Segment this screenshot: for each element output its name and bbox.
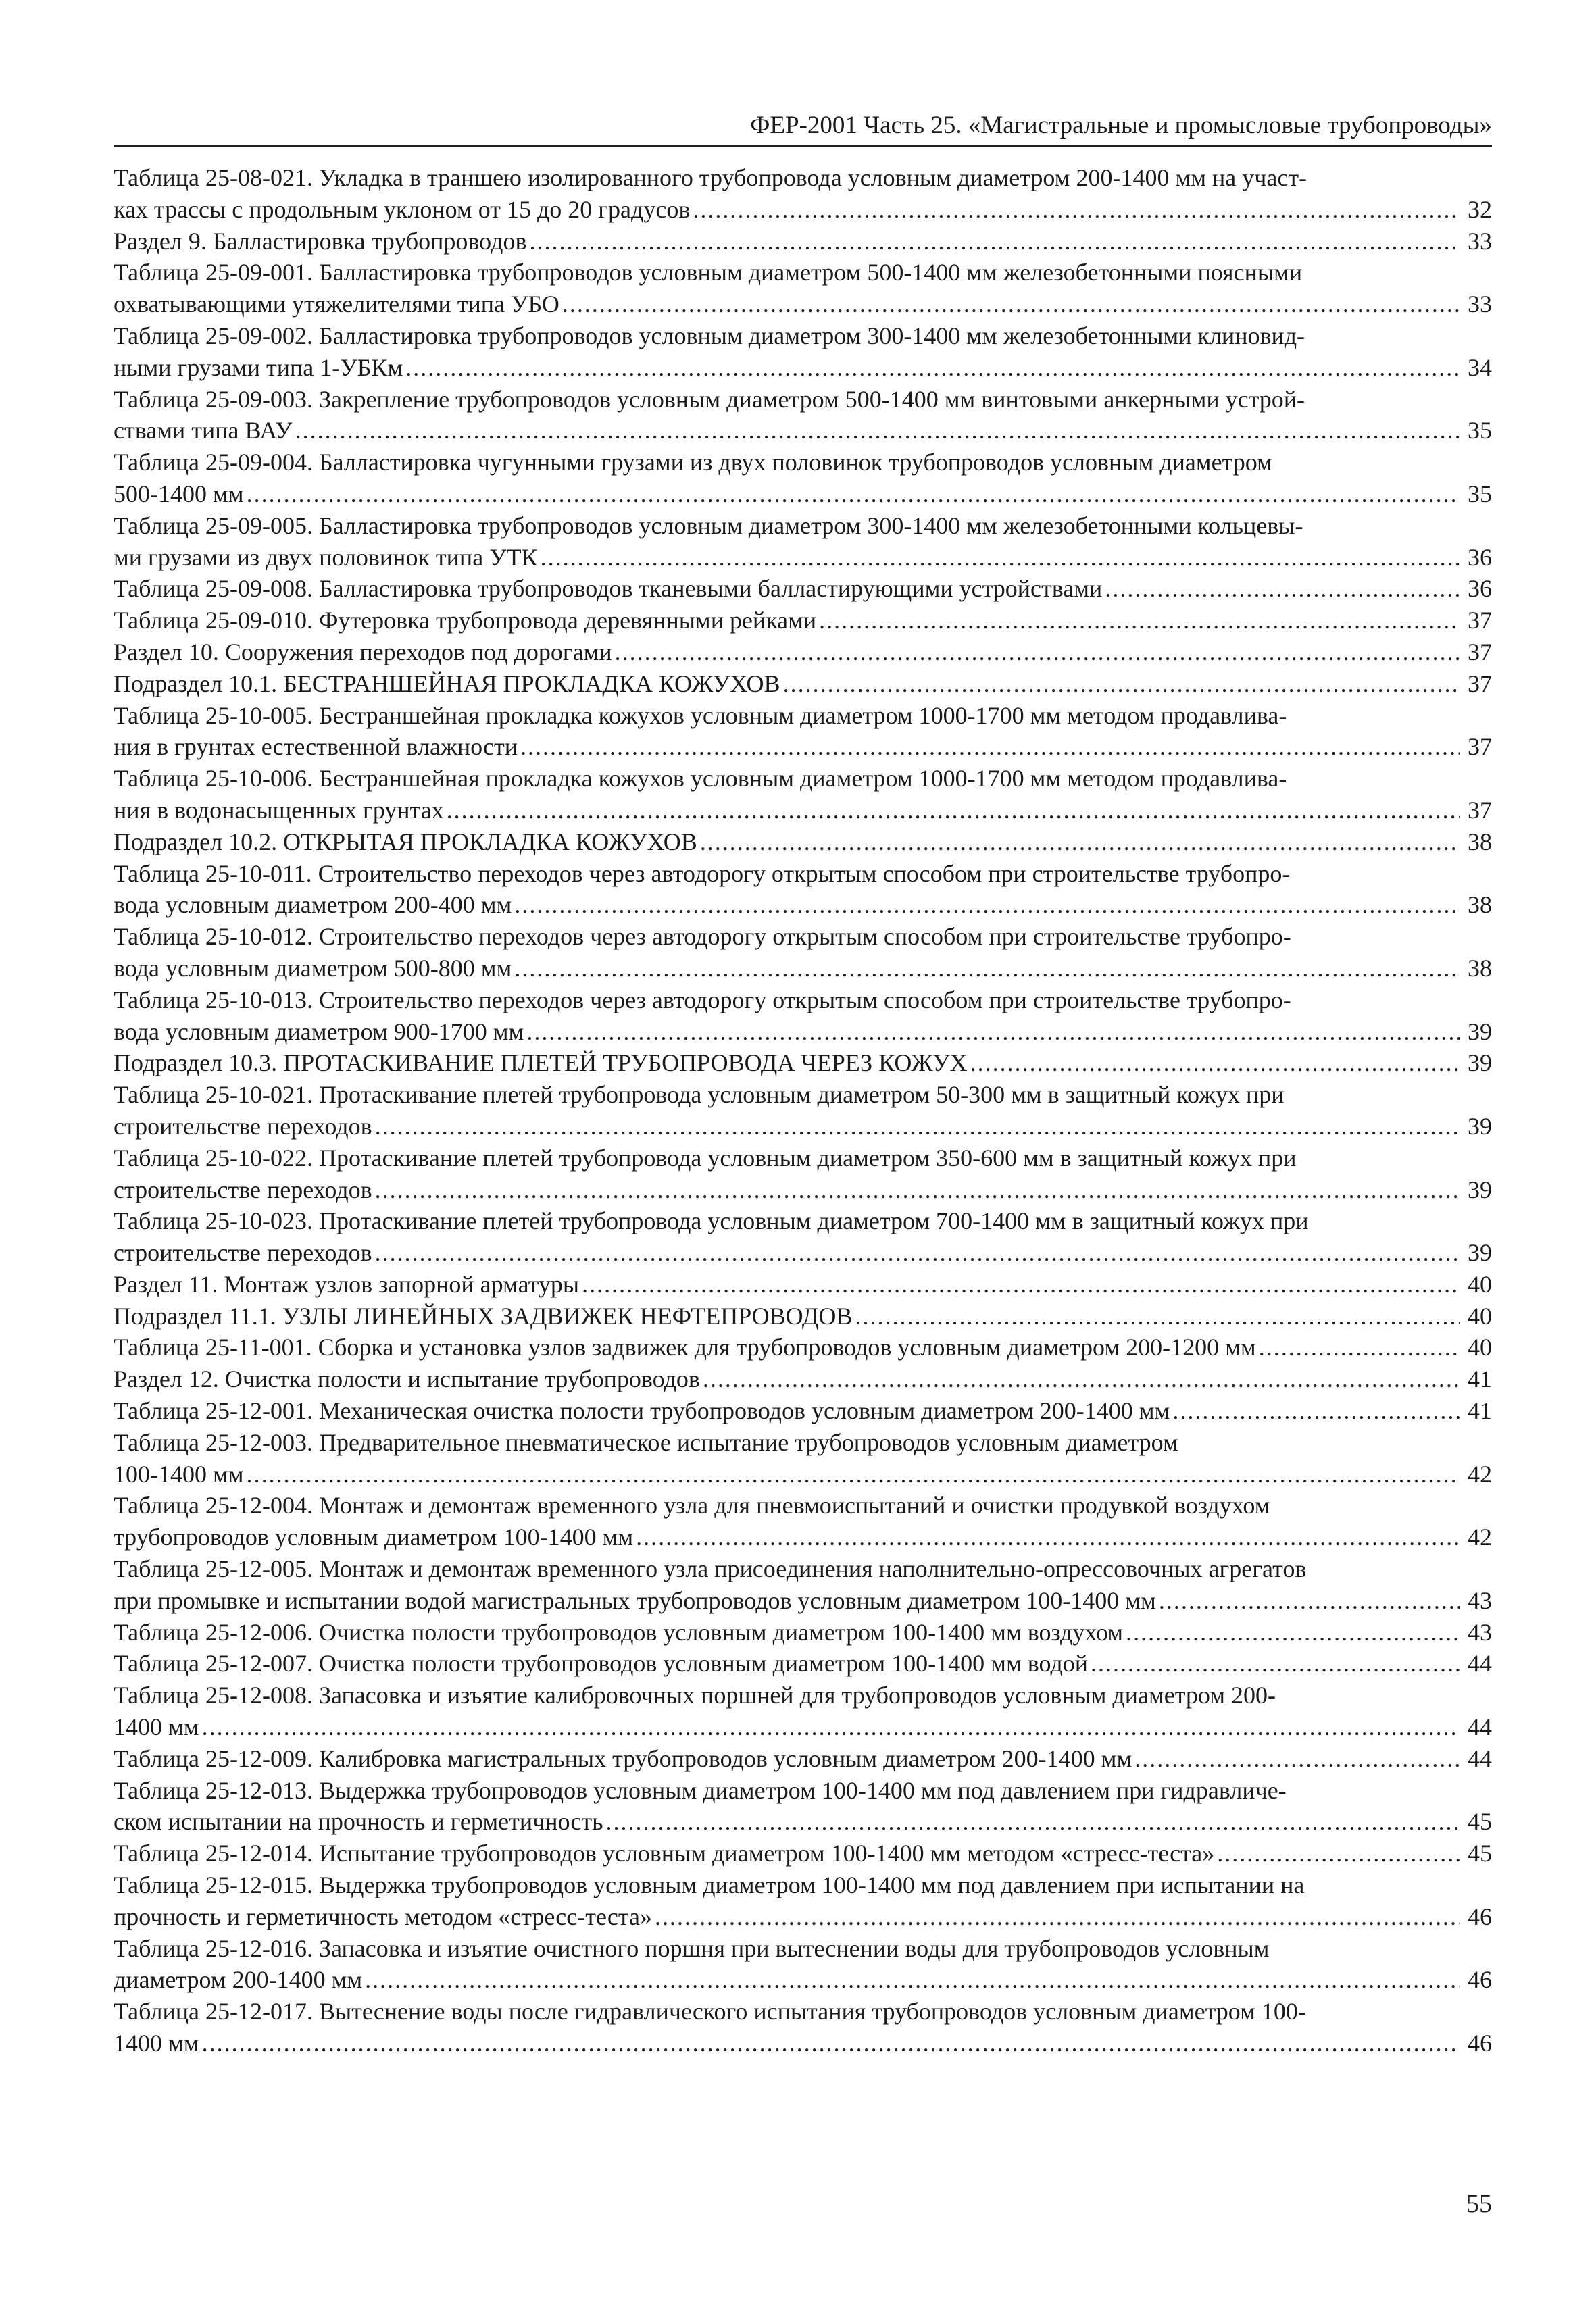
toc-entry (114, 1142, 1492, 1206)
toc-entry-last-line (114, 1648, 1492, 1680)
toc-entry-text: вода условным диаметром 500-800 мм (114, 954, 512, 982)
toc-entry-page: 39 (1468, 1017, 1492, 1045)
toc-entry (114, 700, 1492, 763)
toc-entry-line (114, 1205, 1492, 1237)
document-title: ФЕР-2001 Часть 25. «Магистральные и промысловые трубопроводы» (750, 111, 1492, 139)
toc-entry-line (114, 984, 1492, 1016)
toc-entry-last-line (114, 226, 1492, 257)
toc-entry-text: строительстве переходов (114, 1239, 372, 1267)
dot-leader (447, 795, 1460, 826)
toc-entry-text: Таблица 25-08-021. Укладка в траншею изолированного трубопровода условным диаметром 200-1400 мм на участ- (114, 164, 1307, 191)
dot-leader (365, 1964, 1460, 1996)
dot-leader (202, 2028, 1460, 2059)
toc-entry-line (114, 447, 1492, 478)
toc-entry (114, 1427, 1492, 1490)
toc-entry-last-line (114, 1174, 1492, 1206)
toc-entry-text: Раздел 10. Сооружения переходов под дорогами (114, 638, 612, 665)
toc-entry (114, 1269, 1492, 1301)
toc-entry-last-line (114, 1743, 1492, 1775)
toc-entry (114, 826, 1492, 858)
toc-entry-text: Раздел 11. Монтаж узлов запорной арматуры (114, 1270, 580, 1298)
toc-entry-text: 1400 мм (114, 2030, 199, 2057)
toc-entry-last-line (114, 1332, 1492, 1363)
dot-leader (405, 352, 1460, 384)
dot-leader (247, 1459, 1460, 1490)
dot-leader (375, 1174, 1460, 1206)
toc-entry (114, 1205, 1492, 1269)
toc-entry-text: Подраздел 10.2. ОТКРЫТАЯ ПРОКЛАДКА КОЖУХОВ (114, 828, 697, 855)
toc-entry-page: 45 (1468, 1840, 1492, 1867)
toc-entry-text: Таблица 25-12-013. Выдержка трубопроводов условным диаметром 100-1400 мм под давлением при гидравличе- (114, 1776, 1287, 1804)
toc-entry-last-line (114, 1047, 1492, 1079)
toc-entry-text: Таблица 25-10-006. Бестраншейная прокладка кожухов условным диаметром 1000-1700 мм методом продавлива- (114, 765, 1287, 793)
toc-entry-line (114, 1680, 1492, 1711)
toc-entry-last-line (114, 2028, 1492, 2059)
toc-entry-last-line (114, 1521, 1492, 1553)
toc-entry-page: 40 (1468, 1334, 1492, 1361)
toc-entry (114, 257, 1492, 320)
dot-leader (375, 1111, 1460, 1142)
toc-entry-text: Таблица 25-09-002. Балластировка трубопроводов условным диаметром 300-1400 мм железобетонными клиновид- (114, 322, 1305, 349)
toc-entry-page: 38 (1468, 954, 1492, 982)
toc-entry-text: 100-1400 мм (114, 1460, 244, 1488)
toc-entry-line (114, 1490, 1492, 1521)
toc-entry-last-line (114, 288, 1492, 320)
toc-entry (114, 1395, 1492, 1427)
toc-entry-text: Подраздел 10.3. ПРОТАСКИВАНИЕ ПЛЕТЕЙ ТРУБОПРОВОДА ЧЕРЕЗ КОЖУХ (114, 1049, 968, 1077)
toc-entry-last-line (114, 1237, 1492, 1269)
dot-leader (855, 1301, 1460, 1332)
dot-leader (202, 1711, 1460, 1743)
toc-entry-text: Таблица 25-10-022. Протаскивание плетей трубопровода условным диаметром 350-600 мм в защитный кожух при (114, 1144, 1297, 1172)
toc-entry-page: 40 (1468, 1270, 1492, 1298)
dot-leader (1091, 1648, 1460, 1680)
toc-entry (114, 510, 1492, 574)
toc-entry-text: Таблица 25-12-014. Испытание трубопроводов условным диаметром 100-1400 мм методом «стресс-теста» (114, 1840, 1215, 1867)
toc-entry-line (114, 257, 1492, 288)
toc-entry-line (114, 1775, 1492, 1807)
toc-entry (114, 636, 1492, 668)
toc-entry-last-line (114, 1363, 1492, 1395)
toc-entry-page: 44 (1468, 1744, 1492, 1772)
dot-leader (526, 1016, 1460, 1048)
toc-entry-text: строительстве переходов (114, 1176, 372, 1203)
toc-entry-page: 35 (1468, 417, 1492, 445)
toc-entry (114, 1301, 1492, 1332)
toc-entry-text: строительстве переходов (114, 1112, 372, 1140)
toc-entry-page: 37 (1468, 670, 1492, 697)
toc-entry-line (114, 320, 1492, 352)
toc-entry (114, 1775, 1492, 1838)
toc-entry (114, 668, 1492, 700)
toc-entry-line (114, 1869, 1492, 1901)
toc-entry-page: 33 (1468, 291, 1492, 318)
dot-leader (375, 1237, 1460, 1269)
toc-entry-text: 500-1400 мм (114, 480, 244, 507)
toc-entry-page: 37 (1468, 638, 1492, 665)
toc-entry-line (114, 1427, 1492, 1459)
toc-entry-last-line (114, 1617, 1492, 1649)
toc-entry-last-line (114, 1301, 1492, 1332)
toc-entry-text: Таблица 25-09-001. Балластировка трубопроводов условным диаметром 500-1400 мм железобетонными поясными (114, 259, 1303, 286)
dot-leader (693, 194, 1460, 226)
toc-entry-page: 39 (1468, 1112, 1492, 1140)
toc-entry-last-line (114, 1269, 1492, 1301)
dot-leader (541, 542, 1460, 574)
toc-entry-text: Таблица 25-12-017. Вытеснение воды после гидравлического испытания трубопроводов условным диаметром 100- (114, 1998, 1306, 2026)
toc-entry-last-line (114, 1585, 1492, 1617)
toc-entry-line (114, 1079, 1492, 1111)
toc-entry-page: 42 (1468, 1524, 1492, 1551)
dot-leader (1134, 1743, 1460, 1775)
toc-entry-last-line (114, 1016, 1492, 1048)
toc-entry-page: 37 (1468, 733, 1492, 761)
toc-entry-text: Таблица 25-12-004. Монтаж и демонтаж временного узла для пневмоиспытаний и очистки продувкой воздухом (114, 1492, 1270, 1519)
toc-entry (114, 1490, 1492, 1553)
toc-entry-last-line (114, 573, 1492, 605)
toc-entry-last-line (114, 415, 1492, 447)
toc-entry-last-line (114, 605, 1492, 636)
toc-entry-page: 44 (1468, 1713, 1492, 1741)
toc-entry-page: 44 (1468, 1650, 1492, 1678)
toc-entry-text: Таблица 25-12-009. Калибровка магистральных трубопроводов условным диаметром 200-1400 мм (114, 1744, 1132, 1772)
toc-entry (114, 447, 1492, 510)
toc-entry-page: 37 (1468, 607, 1492, 634)
toc-entry-page: 43 (1468, 1618, 1492, 1646)
toc-entry-text: ными грузами типа 1-УБКм (114, 353, 403, 381)
toc-entry-text: Таблица 25-09-010. Футеровка трубопровода деревянными рейками (114, 607, 817, 634)
dot-leader (514, 889, 1460, 921)
toc-entry-text: Таблица 25-12-003. Предварительное пневматическое испытание трубопроводов условным диаметром (114, 1428, 1178, 1456)
toc-entry-text: вода условным диаметром 200-400 мм (114, 891, 512, 919)
toc-entry-last-line (114, 1964, 1492, 1996)
dot-leader (703, 1363, 1460, 1395)
dot-leader (819, 605, 1460, 636)
dot-leader (615, 636, 1460, 668)
toc-entry-text: Таблица 25-09-003. Закрепление трубопроводов условным диаметром 500-1400 мм винтовыми анкерными устрой- (114, 385, 1305, 413)
dot-leader (655, 1901, 1460, 1933)
toc-entry (114, 1047, 1492, 1079)
toc-entry-text: Таблица 25-10-012. Строительство переходов через автодорогу открытым способом при строительстве трубопро- (114, 923, 1291, 951)
toc-entry-page: 41 (1468, 1397, 1492, 1425)
dot-leader (1259, 1332, 1460, 1363)
toc-entry-text: Подраздел 10.1. БЕСТРАНШЕЙНАЯ ПРОКЛАДКА КОЖУХОВ (114, 670, 780, 697)
toc-entry-last-line (114, 1395, 1492, 1427)
toc-entry-text: при промывке и испытании водой магистральных трубопроводов условным диаметром 100-1400 мм (114, 1586, 1156, 1614)
toc-entry-last-line (114, 1901, 1492, 1933)
page-number: 55 (1466, 2190, 1492, 2218)
toc-entry (114, 1332, 1492, 1363)
dot-leader (783, 668, 1460, 700)
toc-entry-page: 39 (1468, 1239, 1492, 1267)
toc-entry-text: 1400 мм (114, 1713, 199, 1741)
toc-entry (114, 1553, 1492, 1617)
toc-entry (114, 573, 1492, 605)
dot-leader (606, 1806, 1460, 1838)
toc-entry-text: Таблица 25-10-021. Протаскивание плетей трубопровода условным диаметром 50-300 мм в защитный кожух при (114, 1081, 1285, 1109)
dot-leader (700, 826, 1460, 858)
toc-entry-text: трубопроводов условным диаметром 100-1400 мм (114, 1524, 634, 1551)
toc-entry-text: ском испытании на прочность и герметичность (114, 1808, 603, 1836)
toc-entry-text: Таблица 25-09-004. Балластировка чугунными грузами из двух половинок трубопроводов условным диаметром (114, 449, 1272, 476)
toc-entry (114, 1933, 1492, 1996)
toc-entry-line (114, 763, 1492, 795)
toc-entry-last-line (114, 668, 1492, 700)
toc-entry-page: 45 (1468, 1808, 1492, 1836)
toc-entry (114, 1680, 1492, 1743)
toc-entry-line (114, 921, 1492, 953)
dot-leader (636, 1521, 1460, 1553)
toc-entry-text: Таблица 25-12-015. Выдержка трубопроводов условным диаметром 100-1400 мм под давлением при испытании на (114, 1871, 1305, 1899)
toc-entry (114, 921, 1492, 984)
toc-entry-last-line (114, 1111, 1492, 1142)
dot-leader (1217, 1838, 1460, 1869)
toc-entry-page: 40 (1468, 1302, 1492, 1330)
toc-entry-text: Таблица 25-12-007. Очистка полости трубопроводов условным диаметром 100-1400 мм водой (114, 1650, 1089, 1678)
dot-leader (562, 288, 1460, 320)
toc-entry-text: ния в грунтах естественной влажности (114, 733, 518, 761)
toc-entry-last-line (114, 636, 1492, 668)
toc-entry-text: Таблица 25-12-006. Очистка полости трубопроводов условным диаметром 100-1400 мм воздухом (114, 1618, 1124, 1646)
toc-entry (114, 1079, 1492, 1142)
dot-leader (582, 1269, 1460, 1301)
toc-entry-text: ках трассы с продольным уклоном от 15 до 20 градусов (114, 195, 691, 223)
page-header (114, 107, 1492, 147)
toc-entry-page: 39 (1468, 1176, 1492, 1203)
toc-entry-last-line (114, 1711, 1492, 1743)
toc-entry-last-line (114, 542, 1492, 574)
toc-entry-page: 46 (1468, 1903, 1492, 1930)
toc-entry-text: Таблица 25-09-008. Балластировка трубопроводов тканевыми балластирующими устройствами (114, 575, 1103, 603)
toc-entry-page: 37 (1468, 796, 1492, 824)
toc-entry-page: 36 (1468, 575, 1492, 603)
toc-entry-line (114, 384, 1492, 416)
toc-entry-last-line (114, 731, 1492, 763)
dot-leader (1126, 1617, 1460, 1649)
toc-entry-text: прочность и герметичность методом «стресс-теста» (114, 1903, 652, 1930)
toc-entry-last-line (114, 1838, 1492, 1869)
toc-entry-text: Таблица 25-10-023. Протаскивание плетей трубопровода условным диаметром 700-1400 мм в защитный кожух при (114, 1207, 1309, 1235)
dot-leader (970, 1047, 1460, 1079)
toc-entry-last-line (114, 889, 1492, 921)
toc-entry-text: Таблица 25-12-005. Монтаж и демонтаж временного узла присоединения наполнительно-опрессовочных агрегатов (114, 1555, 1307, 1583)
toc-entry-page: 38 (1468, 891, 1492, 919)
toc-entry-line (114, 510, 1492, 542)
dot-leader (529, 226, 1460, 257)
toc-entry (114, 320, 1492, 384)
toc-entry-line (114, 858, 1492, 890)
dot-leader (1159, 1585, 1460, 1617)
toc-entry-last-line (114, 795, 1492, 826)
toc-entry (114, 605, 1492, 636)
toc-entry-text: Таблица 25-10-011. Строительство переходов через автодорогу открытым способом при строительстве трубопро- (114, 859, 1291, 887)
toc-entry-line (114, 700, 1492, 732)
toc-entry-text: ствами типа ВАУ (114, 417, 293, 445)
table-of-contents (114, 162, 1492, 2059)
toc-entry-text: ми грузами из двух половинок типа УТК (114, 543, 538, 571)
toc-entry-line (114, 1933, 1492, 1965)
toc-entry-last-line (114, 1806, 1492, 1838)
toc-entry-line (114, 1996, 1492, 2028)
toc-entry-line (114, 1142, 1492, 1174)
toc-entry (114, 858, 1492, 922)
toc-entry-text: Раздел 9. Балластировка трубопроводов (114, 227, 527, 255)
toc-entry-text: Таблица 25-10-013. Строительство переходов через автодорогу открытым способом при строительстве трубопро- (114, 986, 1291, 1013)
toc-entry-text: Подраздел 11.1. УЗЛЫ ЛИНЕЙНЫХ ЗАДВИЖЕК НЕФТЕПРОВОДОВ (114, 1302, 853, 1330)
toc-entry (114, 226, 1492, 257)
toc-entry-page: 39 (1468, 1049, 1492, 1077)
toc-entry-page: 46 (1468, 2030, 1492, 2057)
toc-entry (114, 1838, 1492, 1869)
toc-entry-page: 33 (1468, 227, 1492, 255)
toc-entry (114, 1743, 1492, 1775)
toc-entry-text: Таблица 25-12-001. Механическая очистка полости трубопроводов условным диаметром 200-1400 мм (114, 1397, 1170, 1425)
toc-entry-text: диаметром 200-1400 мм (114, 1966, 363, 1994)
toc-entry-page: 43 (1468, 1586, 1492, 1614)
toc-entry-last-line (114, 826, 1492, 858)
toc-entry-text: Таблица 25-10-005. Бестраншейная прокладка кожухов условным диаметром 1000-1700 мм методом продавлива- (114, 701, 1287, 729)
toc-entry-line (114, 1553, 1492, 1585)
toc-entry-text: Таблица 25-12-008. Запасовка и изъятие калибровочных поршней для трубопроводов условным диаметром 200- (114, 1682, 1276, 1709)
dot-leader (1172, 1395, 1460, 1427)
toc-entry (114, 1648, 1492, 1680)
toc-entry-page: 35 (1468, 480, 1492, 507)
toc-entry-text: Таблица 25-12-016. Запасовка и изъятие очистного поршня при вытеснении воды для трубопроводов условным (114, 1934, 1270, 1962)
toc-entry-text: Таблица 25-09-005. Балластировка трубопроводов условным диаметром 300-1400 мм железобетонными кольцевы- (114, 511, 1303, 539)
toc-entry-page: 41 (1468, 1365, 1492, 1393)
dot-leader (295, 415, 1460, 447)
toc-entry-text: охватывающими утяжелителями типа УБО (114, 291, 559, 318)
toc-entry (114, 162, 1492, 226)
dot-leader (520, 731, 1460, 763)
toc-entry (114, 763, 1492, 826)
toc-entry-page: 38 (1468, 828, 1492, 855)
toc-entry (114, 1996, 1492, 2059)
dot-leader (247, 478, 1460, 510)
toc-entry-line (114, 162, 1492, 194)
toc-entry (114, 1869, 1492, 1933)
toc-entry-page: 34 (1468, 353, 1492, 381)
toc-entry-last-line (114, 478, 1492, 510)
toc-entry-page: 32 (1468, 195, 1492, 223)
dot-leader (1105, 573, 1460, 605)
toc-entry-last-line (114, 953, 1492, 984)
toc-entry-text: Раздел 12. Очистка полости и испытание трубопроводов (114, 1365, 700, 1393)
toc-entry (114, 1363, 1492, 1395)
toc-entry (114, 384, 1492, 447)
toc-entry-last-line (114, 352, 1492, 384)
toc-entry-text: вода условным диаметром 900-1700 мм (114, 1017, 524, 1045)
dot-leader (514, 953, 1460, 984)
toc-entry-page: 46 (1468, 1966, 1492, 1994)
toc-entry (114, 984, 1492, 1048)
toc-entry-text: Таблица 25-11-001. Сборка и установка узлов задвижек для трубопроводов условным диаметром 200-1200 мм (114, 1334, 1256, 1361)
toc-entry-last-line (114, 194, 1492, 226)
toc-entry-last-line (114, 1459, 1492, 1490)
toc-entry-page: 36 (1468, 543, 1492, 571)
toc-entry (114, 1617, 1492, 1649)
toc-entry-text: ния в водонасыщенных грунтах (114, 796, 444, 824)
toc-entry-page: 42 (1468, 1460, 1492, 1488)
